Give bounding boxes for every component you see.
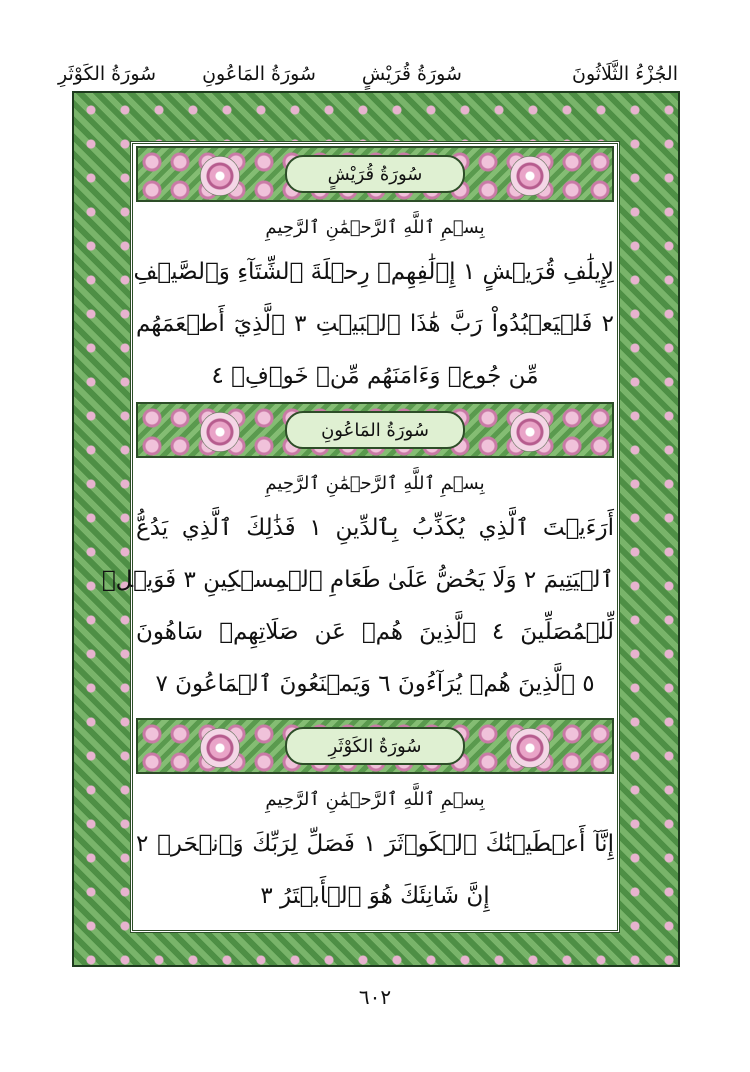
verse-line: لِّلۡمُصَلِّينَ ٤ ٱلَّذِينَ هُمۡ عَن صَلَاتِهِمۡ سَاهُونَ (136, 619, 614, 645)
surah-title-maun: سُورَةُ المَاعُونِ (285, 411, 465, 449)
juz-label: الجُزْءُ الثَّلَاثُونَ (572, 63, 678, 85)
surah-title-banner-maun (136, 402, 614, 458)
verse-line: أَرَءَيۡتَ ٱلَّذِي يُكَذِّبُ بِٱلدِّينِ ١ فَذَٰلِكَ ٱلَّذِي يَدُعُّ (136, 515, 614, 541)
basmala: بِسۡمِ ٱللَّهِ ٱلرَّحۡمَٰنِ ٱلرَّحِيمِ (265, 789, 485, 810)
rosette-ornament (200, 412, 240, 452)
basmala: بِسۡمِ ٱللَّهِ ٱلرَّحۡمَٰنِ ٱلرَّحِيمِ (265, 473, 485, 494)
surah-title-banner-quraysh (136, 146, 614, 202)
header-surah-quraysh: سُورَةُ قُرَيْشٍ (361, 63, 462, 85)
header-surah-names (58, 63, 462, 85)
basmala: بِسۡمِ ٱللَّهِ ٱلرَّحۡمَٰنِ ٱلرَّحِيمِ (265, 217, 485, 238)
page-number: ٦٠٢ (358, 985, 392, 1009)
rosette-ornament (510, 728, 550, 768)
surah-title-banner-kawthar (136, 718, 614, 774)
rosette-ornament (510, 412, 550, 452)
running-header (58, 54, 678, 94)
verse-line: ٥ ٱلَّذِينَ هُمۡ يُرَآءُونَ ٦ وَيَمۡنَعُونَ ٱلۡمَاعُونَ ٧ (155, 671, 595, 697)
rosette-ornament (200, 156, 240, 196)
verse-line: إِنَّ شَانِئَكَ هُوَ ٱلۡأَبۡتَرُ ٣ (260, 883, 490, 909)
verse-line: إِنَّآ أَعۡطَيۡنَٰكَ ٱلۡكَوۡثَرَ ١ فَصَلِّ لِرَبِّكَ وَٱنۡحَرۡ ٢ (136, 831, 614, 857)
verse-line: ٢ فَلۡيَعۡبُدُواْ رَبَّ هَٰذَا ٱلۡبَيۡتِ ٣ ٱلَّذِيٓ أَطۡعَمَهُم (136, 311, 615, 337)
rosette-ornament (510, 156, 550, 196)
verse-line: مِّن جُوعٖ وَءَامَنَهُم مِّنۡ خَوۡفِۭ ٤ (211, 363, 539, 389)
surah-title-quraysh: سُورَةُ قُرَيْشٍ (285, 155, 465, 193)
surah-title-kawthar: سُورَةُ الكَوْثَرِ (285, 727, 465, 765)
verse-line: لِإِيلَٰفِ قُرَيۡشٍ ١ إِۦلَٰفِهِمۡ رِحۡلَةَ ٱلشِّتَآءِ وَٱلصَّيۡفِ (133, 259, 614, 285)
rosette-ornament (200, 728, 240, 768)
verse-line: ٱلۡيَتِيمَ ٢ وَلَا يَحُضُّ عَلَىٰ طَعَامِ ٱلۡمِسۡكِينِ ٣ فَوَيۡلٞ (101, 567, 614, 593)
header-surah-maun: سُورَةُ المَاعُونِ (202, 63, 316, 85)
header-surah-kawthar: سُورَةُ الكَوْثَرِ (58, 63, 157, 85)
